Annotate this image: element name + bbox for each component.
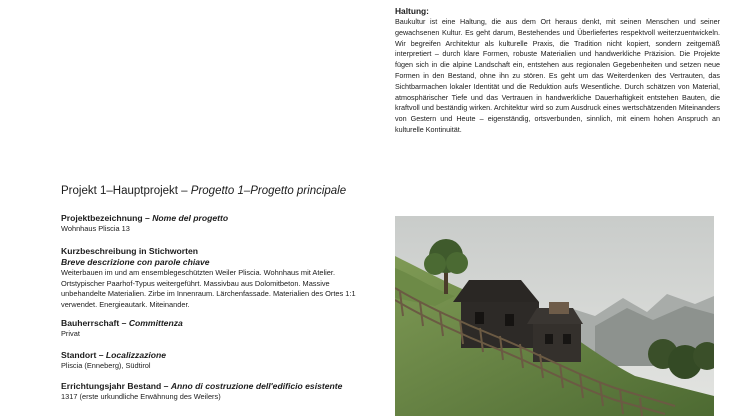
section-short-description [61, 246, 371, 310]
label-it: Localizzazione [105, 350, 167, 360]
value: Pliscia (Enneberg), Südtirol [61, 361, 151, 370]
label-it: Nome del progetto [152, 213, 229, 223]
section-project-name [61, 213, 371, 235]
label-it: Anno di costruzione dell'edificio esistente [170, 381, 343, 391]
project-title-it: Progetto 1–Progetto principale [190, 185, 347, 197]
value: Weiterbauen im und am ensemblegeschützten Weiler Pliscia. Wohnhaus mit Atelier. Ortstypischer Paarhof-Typus weitergeführt. Massivbau aus Dolomitbeton. Massive unbehandelte Materialien. Zirbe im Innenraum. Lärchenfassade. Materialien des Ortes 1:1 verwendet. Energieautark. Miteinander. [61, 268, 356, 309]
haltung-section [395, 6, 720, 136]
haltung-text: Baukultur ist eine Haltung, die aus dem Ort heraus denkt, mit seinen Menschen und seiner gewachsenen Kultur. Es geht darum, Bestehendes und Überliefertes respektvoll weiterzuentwickeln. Wir begreifen Architektur als kulturelle Praxis, die Tradition nicht kopiert, sondern zeitgemäß interpretiert – durch klare Formen, robuste Materialien und handwerkliche Präzision. Die Projekte fügen sich in die alpine Landschaft ein, entstehen aus regionalen Gegebenheiten und setzen neue Formen in den Bestand, ohne ihn zu stören. Es geht um das Weiterdenken des Vertrauten, das Sichtbarmachen lokaler Identität und die Reduktion aufs Wesentliche. Durch schätzen von Material, atmosphärischer Tiefe und das Vertrauen in handwerkliche Dauerhaftigkeit entstehen Bauten, die kraftvoll und beständig wirken. Architektur wird so zum Ausdruck eines wertschätzenden Miteinanders von Gestern und Heute – eigenständig, ortsverbunden, sinnlich, mit einem hohen Anspruch an kulturelle Kontinuität. [395, 17, 720, 134]
photo-house-hillside [395, 216, 714, 416]
project-title-de: Projekt 1–Hauptprojekt – [61, 185, 191, 197]
label-de: Errichtungsjahr Bestand – [61, 381, 171, 391]
label-de: Bauherrschaft – [61, 318, 129, 328]
section-location [61, 350, 371, 372]
value: 1317 (erste urkundliche Erwähnung des Weilers) [61, 392, 221, 401]
project-title [61, 185, 346, 197]
section-client [61, 318, 371, 340]
label-de: Projektbezeichnung – [61, 213, 153, 223]
section-construction-year [61, 381, 371, 403]
project-photo [395, 216, 714, 416]
label-de: Kurzbeschreibung in Stichworten [61, 246, 199, 256]
value: Wohnhaus Pliscia 13 [61, 224, 130, 233]
label-de: Standort – [61, 350, 106, 360]
haltung-title: Haltung: [395, 6, 429, 16]
label-it: Breve descrizione con parole chiave [61, 257, 210, 267]
label-it: Committenza [128, 318, 183, 328]
value: Privat [61, 329, 80, 338]
